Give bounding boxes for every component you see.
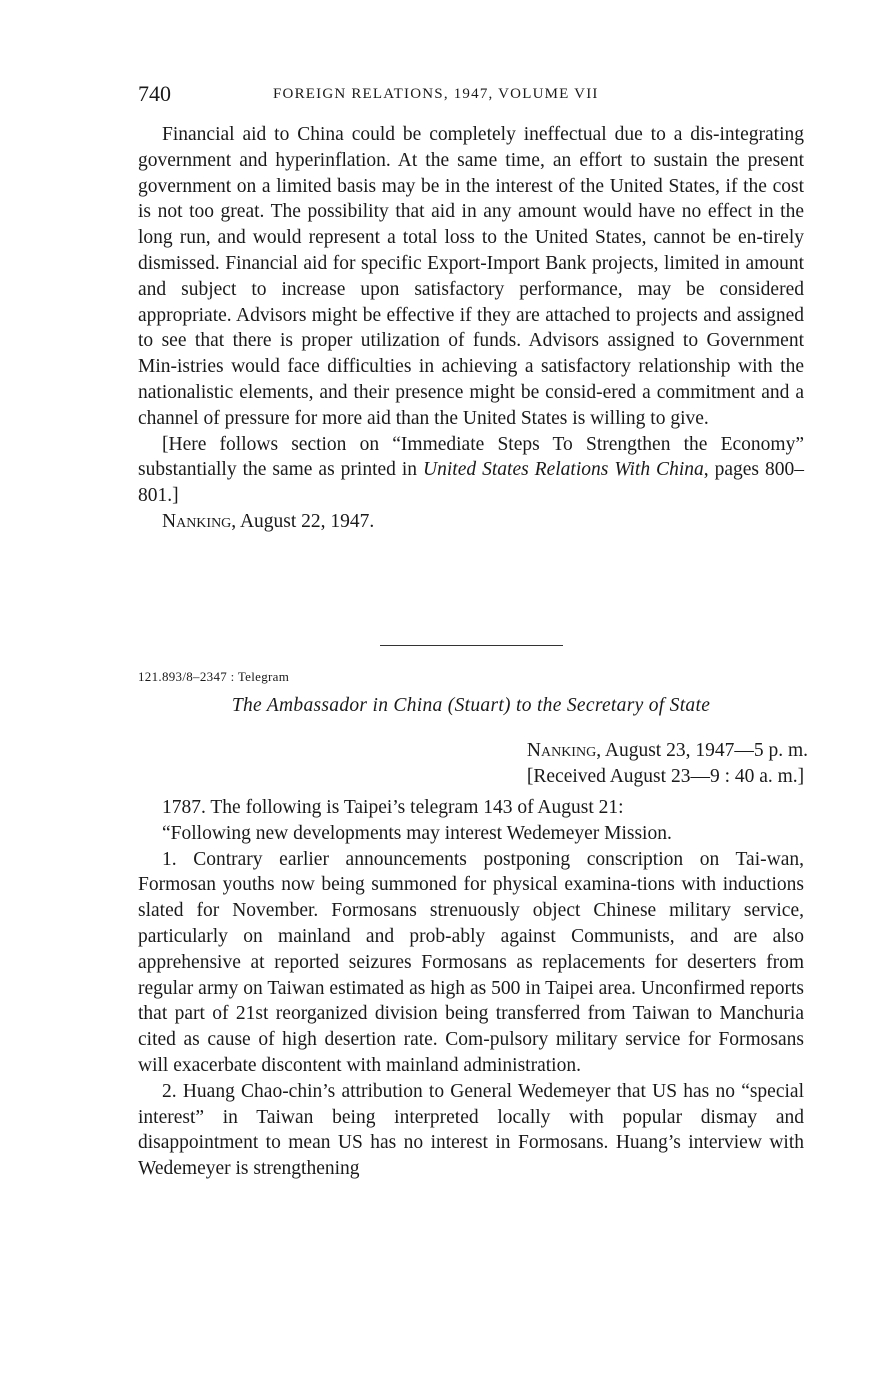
telegram-body [138,795,804,1182]
page-header [138,80,808,108]
received-line: [Received August 23—9 : 40 a. m.] [526,765,805,787]
document-title: The Ambassador in China (Stuart) to the Secretary of State [231,695,711,716]
body-paragraph: Financial aid to China could be completely ineffectual due to a dis-integrating government and hyperinflation. At the same time, an effort to sustain the present government on a limited basis may be in the interest of the United States, if the cost is not too great. The possibility that aid in any amount would have no effect in the long run, and would represent a total loss to the United States, cannot be en-tirely dismissed. Financial aid for specific Export-Import Bank projects, limited in amount and subject to increase upon satisfactory performance, may be considered appropriate. Advisors might be effective if they are attached to projects and assigned to see that there is proper utilization of funds. Advisors assigned to Government Min-istries would face difficulties in achieving a satisfactory relationship with the nationalistic elements, and their presence might be consid-ered a commitment and a channel of pressure for more aid than the United States is willing to give. [138,124,804,429]
editorial-note-pages: , pages 800–801.] [138,459,804,507]
telegram-paragraph: 1787. The following is Taipei’s telegram 143 of August 21: [162,797,624,818]
dateline [527,738,808,764]
editorial-note-text: [Here follows section on “Immediate Steps To Strengthen the Economy” substantially the same as printed in [138,433,804,481]
signoff-date: , August 22, 1947. [231,510,375,532]
cited-publication-title: United States Relations With China [423,459,704,481]
running-head: FOREIGN RELATIONS, 1947, VOLUME VII [273,86,599,102]
file-reference: 121.893/8–2347 : Telegram [138,669,290,684]
signoff-line [138,509,804,535]
telegram-paragraph: 1. Contrary earlier announcements postponing conscription on Tai-wan, Formosan youths now being summoned for physical examina-tions with inductions slated for November. Formosans strenuously object Chinese military service, particularly on mainland and prob-ably against Communists, and are also apprehensive at reported seizures Formosans as replacements for deserters from regular army on Taiwan estimated as high as 500 in Taipei area. Unconfirmed reports that part of 21st reorganized division being transferred from Taiwan to Manchuria cited as cause of high desertion rate. Com-pulsory military service for Formosans will exacerbate discontent with mainland administration. [138,848,804,1076]
dateline-block [527,738,808,790]
dateline-place: Nanking [526,740,597,761]
dateline-date: , August 23, 1947—5 p. m. [596,740,808,761]
signoff-place: Nanking [162,510,232,532]
editorial-note [138,432,804,509]
page-number: 740 [138,81,171,106]
section-divider [380,645,563,646]
telegram-paragraph: “Following new developments may interest Wedemeyer Mission. [162,822,672,844]
telegram-paragraph: 2. Huang Chao-chin’s attribution to General Wedemeyer that US has no “special interest” in Taiwan being interpreted locally with popular dismay and disappointment to mean US has no interest in Formosans. Huang’s interview with Wedemeyer is strengthening [138,1080,804,1180]
first-document-body [138,122,804,535]
